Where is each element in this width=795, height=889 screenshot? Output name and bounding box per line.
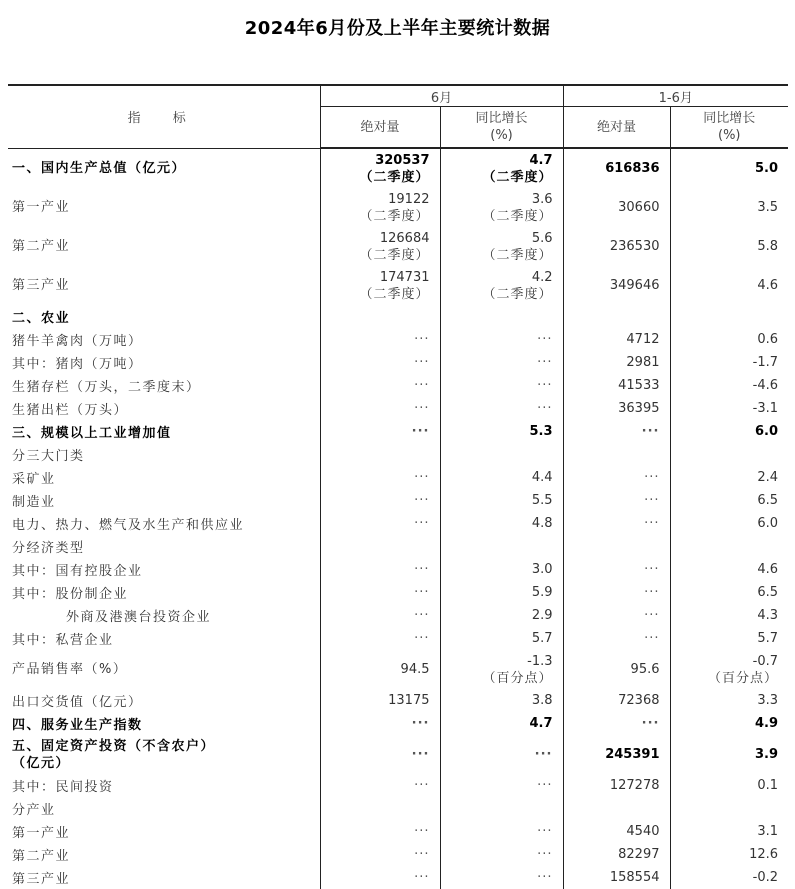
h1-abs-cell [563,443,670,466]
indicator-cell: 二、农业 [12,311,71,326]
june-abs-cell [320,535,440,558]
june-yoy-cell: ··· [440,374,563,397]
june-abs-cell: ··· [320,420,440,443]
june-yoy-cell: 5.3 [440,420,563,443]
h1-abs-cell: 36395 [563,397,670,420]
h1-yoy-cell [670,443,788,466]
june-yoy-cell: ··· [440,351,563,374]
indicator-cell: 电力、热力、燃气及水生产和供应业 [12,518,245,533]
h1-abs-cell: ··· [563,420,670,443]
h1-abs-cell [563,305,670,328]
june-abs-cell: 13175 [320,689,440,712]
indicator-cell: 一、国内生产总值（亿元） [12,160,187,176]
june-yoy-cell: 4.2 （二季度） [440,266,563,305]
table-row [8,305,788,328]
june-yoy-cell: ··· [440,735,563,774]
h1-yoy-cell: 4.3 [670,604,788,627]
june-abs-cell: ··· [320,774,440,797]
page-title: 2024年6月份及上半年主要统计数据 [244,18,551,39]
table-row [8,466,788,489]
june-abs-cell: 19122 （二季度） [320,188,440,227]
h1-yoy-cell: -3.1 [670,397,788,420]
june-abs-cell [320,305,440,328]
h1-yoy-cell: 3.3 [670,689,788,712]
june-abs-cell: ··· [320,466,440,489]
h1-abs-cell: 349646 [563,266,670,305]
june-abs-cell: ··· [320,512,440,535]
h1-yoy-cell: 6.0 [670,420,788,443]
h1-abs-cell: 4540 [563,820,670,843]
june-abs-cell: 320537 （二季度） [320,148,440,188]
table-row [8,820,788,843]
indicator-cell: 产品销售率（%） [12,662,128,677]
group-header-h1: 1-6月 [563,85,788,107]
june-abs-cell: ··· [320,627,440,650]
h1-yoy-cell: 6.0 [670,512,788,535]
table-row [8,374,788,397]
h1-yoy-cell: 0.1 [670,774,788,797]
june-abs-cell: 174731 （二季度） [320,266,440,305]
june-abs-cell: 126684 （二季度） [320,227,440,266]
table-row [8,558,788,581]
h1-abs-cell: 236530 [563,227,670,266]
table-row [8,797,788,820]
table-row [8,866,788,889]
june-abs-cell [320,797,440,820]
h1-yoy-cell: 4.6 [670,266,788,305]
june-yoy-cell: 4.8 [440,512,563,535]
june-abs-cell [320,443,440,466]
table-row [8,512,788,535]
table-row [8,188,788,227]
h1-yoy-cell: -0.7 （百分点） [670,650,788,689]
june-yoy-cell: ··· [440,328,563,351]
h1-abs-cell: 95.6 [563,650,670,689]
june-abs-cell: ··· [320,351,440,374]
indicator-cell: 四、服务业生产指数 [12,718,143,733]
h1-abs-cell: ··· [563,489,670,512]
june-yoy-cell: ··· [440,843,563,866]
h1-abs-cell: ··· [563,604,670,627]
table-row [8,443,788,466]
h1-abs-cell: 616836 [563,148,670,188]
indicator-cell: 分三大门类 [12,449,85,464]
june-yoy-cell: ··· [440,397,563,420]
indicator-cell: 第三产业 [12,278,71,293]
june-yoy-cell: ··· [440,774,563,797]
h1-abs-cell [563,797,670,820]
h1-yoy-cell: 5.7 [670,627,788,650]
table-row [8,627,788,650]
indicator-cell: 外商及港澳台投资企业 [66,610,212,625]
h1-yoy-cell: 3.5 [670,188,788,227]
indicator-cell: 采矿业 [12,472,56,487]
june-abs-cell: ··· [320,866,440,889]
june-abs-cell: ··· [320,558,440,581]
june-abs-cell: ··· [320,604,440,627]
h1-yoy-cell: 5.8 [670,227,788,266]
table-row [8,689,788,712]
h1-abs-cell: 158554 [563,866,670,889]
june-yoy-cell [440,305,563,328]
indicator-cell: 分产业 [12,803,56,818]
indicator-cell: 出口交货值（亿元） [12,695,143,710]
table-row [8,581,788,604]
indicator-cell: 猪牛羊禽肉（万吨） [12,334,143,349]
h1-abs-cell: 4712 [563,328,670,351]
h1-yoy-cell [670,305,788,328]
table-row [8,650,788,689]
yoy-header-h1: 同比增长 (%) [670,107,788,149]
h1-yoy-cell: -1.7 [670,351,788,374]
h1-yoy-cell: 12.6 [670,843,788,866]
h1-yoy-cell: 3.9 [670,735,788,774]
h1-abs-cell: ··· [563,581,670,604]
june-abs-cell: ··· [320,328,440,351]
june-abs-cell: ··· [320,820,440,843]
june-yoy-cell [440,535,563,558]
yoy-header-june: 同比增长 (%) [440,107,563,149]
table-row [8,535,788,558]
indicator-cell: 五、固定资产投资（不含农户） （亿元） [12,738,216,771]
table-row [8,843,788,866]
table-row [8,328,788,351]
h1-yoy-cell [670,535,788,558]
table-row [8,735,788,774]
june-yoy-cell [440,797,563,820]
indicator-cell: 其中：股份制企业 [12,587,129,602]
table-row [8,351,788,374]
june-yoy-cell: 3.8 [440,689,563,712]
indicator-cell: 第二产业 [12,849,71,864]
indicator-cell: 分经济类型 [12,541,85,556]
june-abs-cell: 94.5 [320,650,440,689]
indicator-cell: 其中：国有控股企业 [12,564,143,579]
indicator-cell: 三、规模以上工业增加值 [12,426,172,441]
june-abs-cell: ··· [320,735,440,774]
h1-yoy-cell: 4.6 [670,558,788,581]
indicator-cell: 其中：民间投资 [12,780,114,795]
h1-abs-cell: 245391 [563,735,670,774]
h1-abs-cell: ··· [563,512,670,535]
june-abs-cell: ··· [320,581,440,604]
june-abs-cell: ··· [320,397,440,420]
indicator-cell: 其中：私营企业 [12,633,114,648]
h1-yoy-cell: -0.2 [670,866,788,889]
h1-abs-cell: 127278 [563,774,670,797]
h1-yoy-cell [670,797,788,820]
june-yoy-cell: 5.5 [440,489,563,512]
h1-abs-cell: 30660 [563,188,670,227]
h1-abs-cell: 2981 [563,351,670,374]
table-row [8,604,788,627]
table-row [8,397,788,420]
june-yoy-cell: 3.6 （二季度） [440,188,563,227]
h1-yoy-cell: 4.9 [670,712,788,735]
june-yoy-cell: 4.7 [440,712,563,735]
june-yoy-cell: 5.6 （二季度） [440,227,563,266]
h1-yoy-cell: 2.4 [670,466,788,489]
h1-abs-cell: 72368 [563,689,670,712]
h1-yoy-cell: 5.0 [670,148,788,188]
june-yoy-cell [440,443,563,466]
h1-abs-cell: 41533 [563,374,670,397]
h1-yoy-cell: 0.6 [670,328,788,351]
h1-yoy-cell: 6.5 [670,581,788,604]
table-body [8,148,788,889]
indicator-cell: 第二产业 [12,239,71,254]
indicator-cell: 其中：猪肉（万吨） [12,357,143,372]
h1-abs-cell: 82297 [563,843,670,866]
table-row [8,227,788,266]
indicator-cell: 第三产业 [12,872,71,887]
h1-yoy-cell: 3.1 [670,820,788,843]
h1-yoy-cell: -4.6 [670,374,788,397]
june-yoy-cell: 4.4 [440,466,563,489]
june-yoy-cell: 3.0 [440,558,563,581]
june-yoy-cell: -1.3 （百分点） [440,650,563,689]
indicator-cell: 第一产业 [12,200,71,215]
june-abs-cell: ··· [320,712,440,735]
indicator-cell: 制造业 [12,495,56,510]
indicator-cell: 第一产业 [12,826,71,841]
abs-header-h1: 绝对量 [563,107,670,149]
june-abs-cell: ··· [320,374,440,397]
h1-abs-cell: ··· [563,558,670,581]
table-row [8,712,788,735]
table-row [8,420,788,443]
june-yoy-cell: 5.7 [440,627,563,650]
table-row [8,266,788,305]
june-yoy-cell: 4.7 （二季度） [440,148,563,188]
june-abs-cell: ··· [320,843,440,866]
h1-abs-cell: ··· [563,712,670,735]
table-row [8,148,788,188]
june-yoy-cell: ··· [440,820,563,843]
group-header-june: 6月 [320,85,563,107]
statistics-table [8,84,788,889]
indicator-cell: 生猪存栏（万头，二季度末） [12,380,201,395]
header-row-groups [8,85,788,107]
june-abs-cell: ··· [320,489,440,512]
june-yoy-cell: 2.9 [440,604,563,627]
table-row [8,774,788,797]
june-yoy-cell: 5.9 [440,581,563,604]
indicator-header: 指 标 [8,85,320,148]
h1-abs-cell [563,535,670,558]
indicator-cell: 生猪出栏（万头） [12,403,129,418]
june-yoy-cell: ··· [440,866,563,889]
abs-header-june: 绝对量 [320,107,440,149]
h1-abs-cell: ··· [563,466,670,489]
table-row [8,489,788,512]
h1-yoy-cell: 6.5 [670,489,788,512]
h1-abs-cell: ··· [563,627,670,650]
